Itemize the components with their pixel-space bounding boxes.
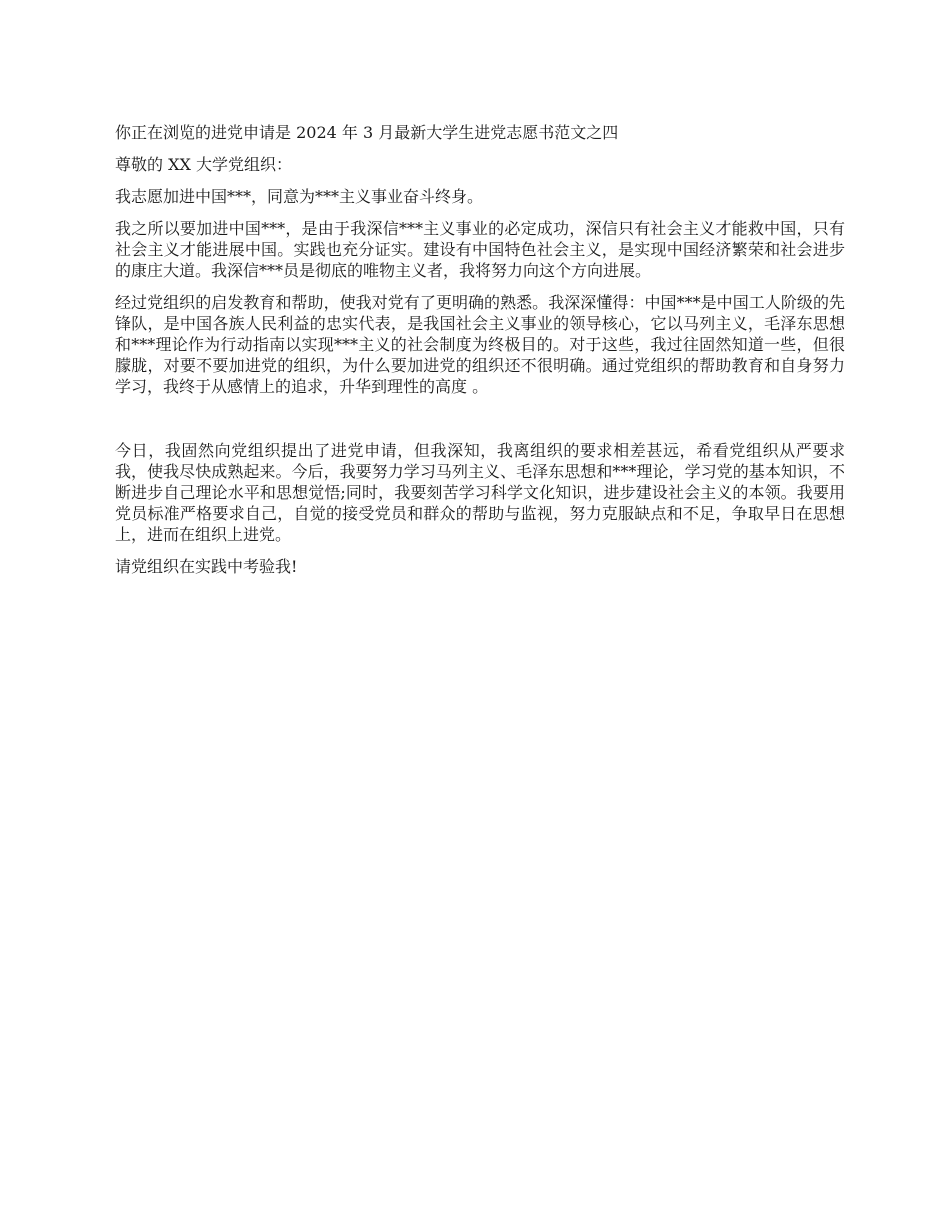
document-page xyxy=(115,122,845,588)
paragraph-1: 我志愿加进中国***，同意为***主义事业奋斗终身。 xyxy=(115,187,484,206)
salutation: 尊敬的 XX 大学党组织： xyxy=(115,155,292,174)
paragraph-4: 今日，我固然向党组织提出了进党申请，但我深知，我离组织的要求相差甚远，希看党组织从严要求我，使我尽快成熟起来。今后，我要努力学习马列主义、毛泽东思想和***理论，学习党的基本知识，不断进步自己理论水平和思想觉悟;同时，我要刻苦学习科学文化知识，进步建设社会主义的本领。我要用党员标准严格要求自己，自觉的接受党员和群众的帮助与监视，努力克服缺点和不足，争取早日在思想上，进而在组织上进党。 xyxy=(115,441,845,544)
document-title-line: 你正在浏览的进党申请是 2024 年 3 月最新大学生进党志愿书范文之四 xyxy=(115,123,619,142)
paragraph-spacer xyxy=(115,408,845,440)
closing-line: 请党组织在实践中考验我! xyxy=(115,557,298,576)
paragraph-2: 我之所以要加进中国***，是由于我深信***主义事业的必定成功，深信只有社会主义才能救中国，只有社会主义才能进展中国。实践也充分证实。建设有中国特色社会主义，是实现中国经济繁荣和社会进步的康庄大道。我深信***员是彻底的唯物主义者，我将努力向这个方向进展。 xyxy=(115,219,845,280)
paragraph-3: 经过党组织的启发教育和帮助，使我对党有了更明确的熟悉。我深深懂得：中国***是中国工人阶级的先锋队，是中国各族人民利益的忠实代表，是我国社会主义事业的领导核心，它以马列主义，毛泽东思想和***理论作为行动指南以实现***主义的社会制度为终极目的。对于这些，我过往固然知道一些，但很朦胧，对要不要加进党的组织，为什么要加进党的组织还不很明确。通过党组织的帮助教育和自身努力学习，我终于从感情上的追求，升华到理性的高度 。 xyxy=(115,293,845,396)
